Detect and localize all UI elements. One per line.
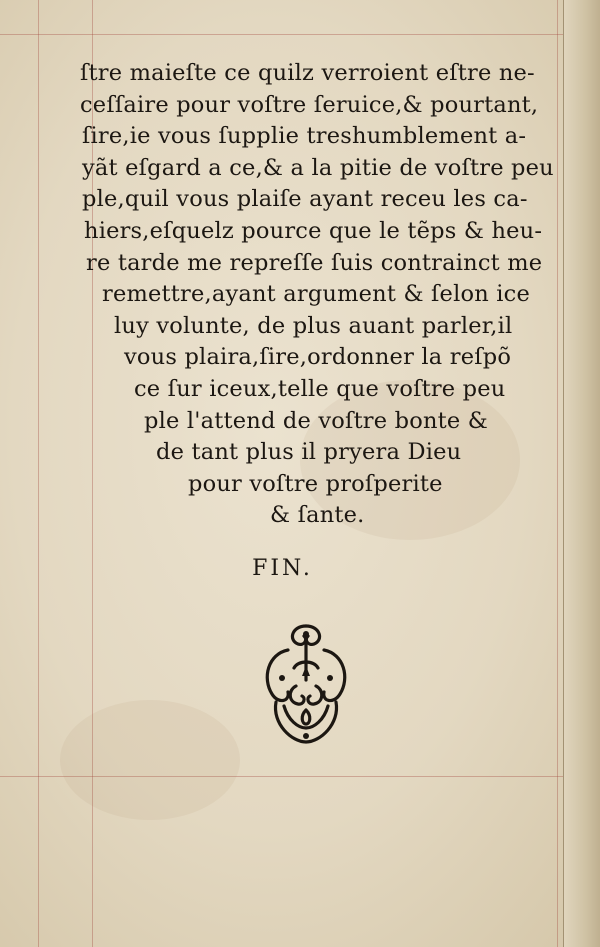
text-line: vous plaira,ſire,ordonner la reſpõ (124, 344, 512, 371)
text-line: ple,quil vous plaiſe ayant receu les ca- (82, 186, 528, 213)
text-line: ple l'attend de voſtre bonte & (144, 407, 489, 434)
text-line: pour voſtre proſperite (188, 470, 443, 497)
fleuron-ornament-icon (258, 620, 354, 750)
text-line: ce ſur iceux,telle que voſtre peu (134, 375, 506, 402)
text-line: hiers,eſquelz pource que le tẽps & heu- (84, 217, 543, 244)
fin-heading: FIN. (252, 556, 313, 581)
text-line: remettre,ayant argument & ſelon ice (102, 281, 530, 308)
rule-line-top (0, 34, 600, 35)
body-text (80, 58, 570, 532)
text-line: re tarde me repreſſe ſuis contrainct me (86, 249, 543, 276)
text-line: ſtre maieſte ce quilz verroient eſtre ne- (80, 60, 535, 86)
rule-line-left (38, 0, 39, 947)
text-line: ſire,ie vous ſupplie treshumblement a- (82, 123, 527, 150)
text-line: & ſante. (270, 502, 365, 529)
text-line: ceſſaire pour voſtre ſeruice,& pourtant, (80, 91, 539, 118)
text-line: de tant plus il pryera Dieu (156, 439, 462, 466)
text-line: luy volunte, de plus auant parler,il (114, 312, 513, 339)
paper-stain (60, 700, 240, 820)
text-line: yãt eſgard a ce,& a la pitie de voſtre peu (82, 154, 554, 181)
